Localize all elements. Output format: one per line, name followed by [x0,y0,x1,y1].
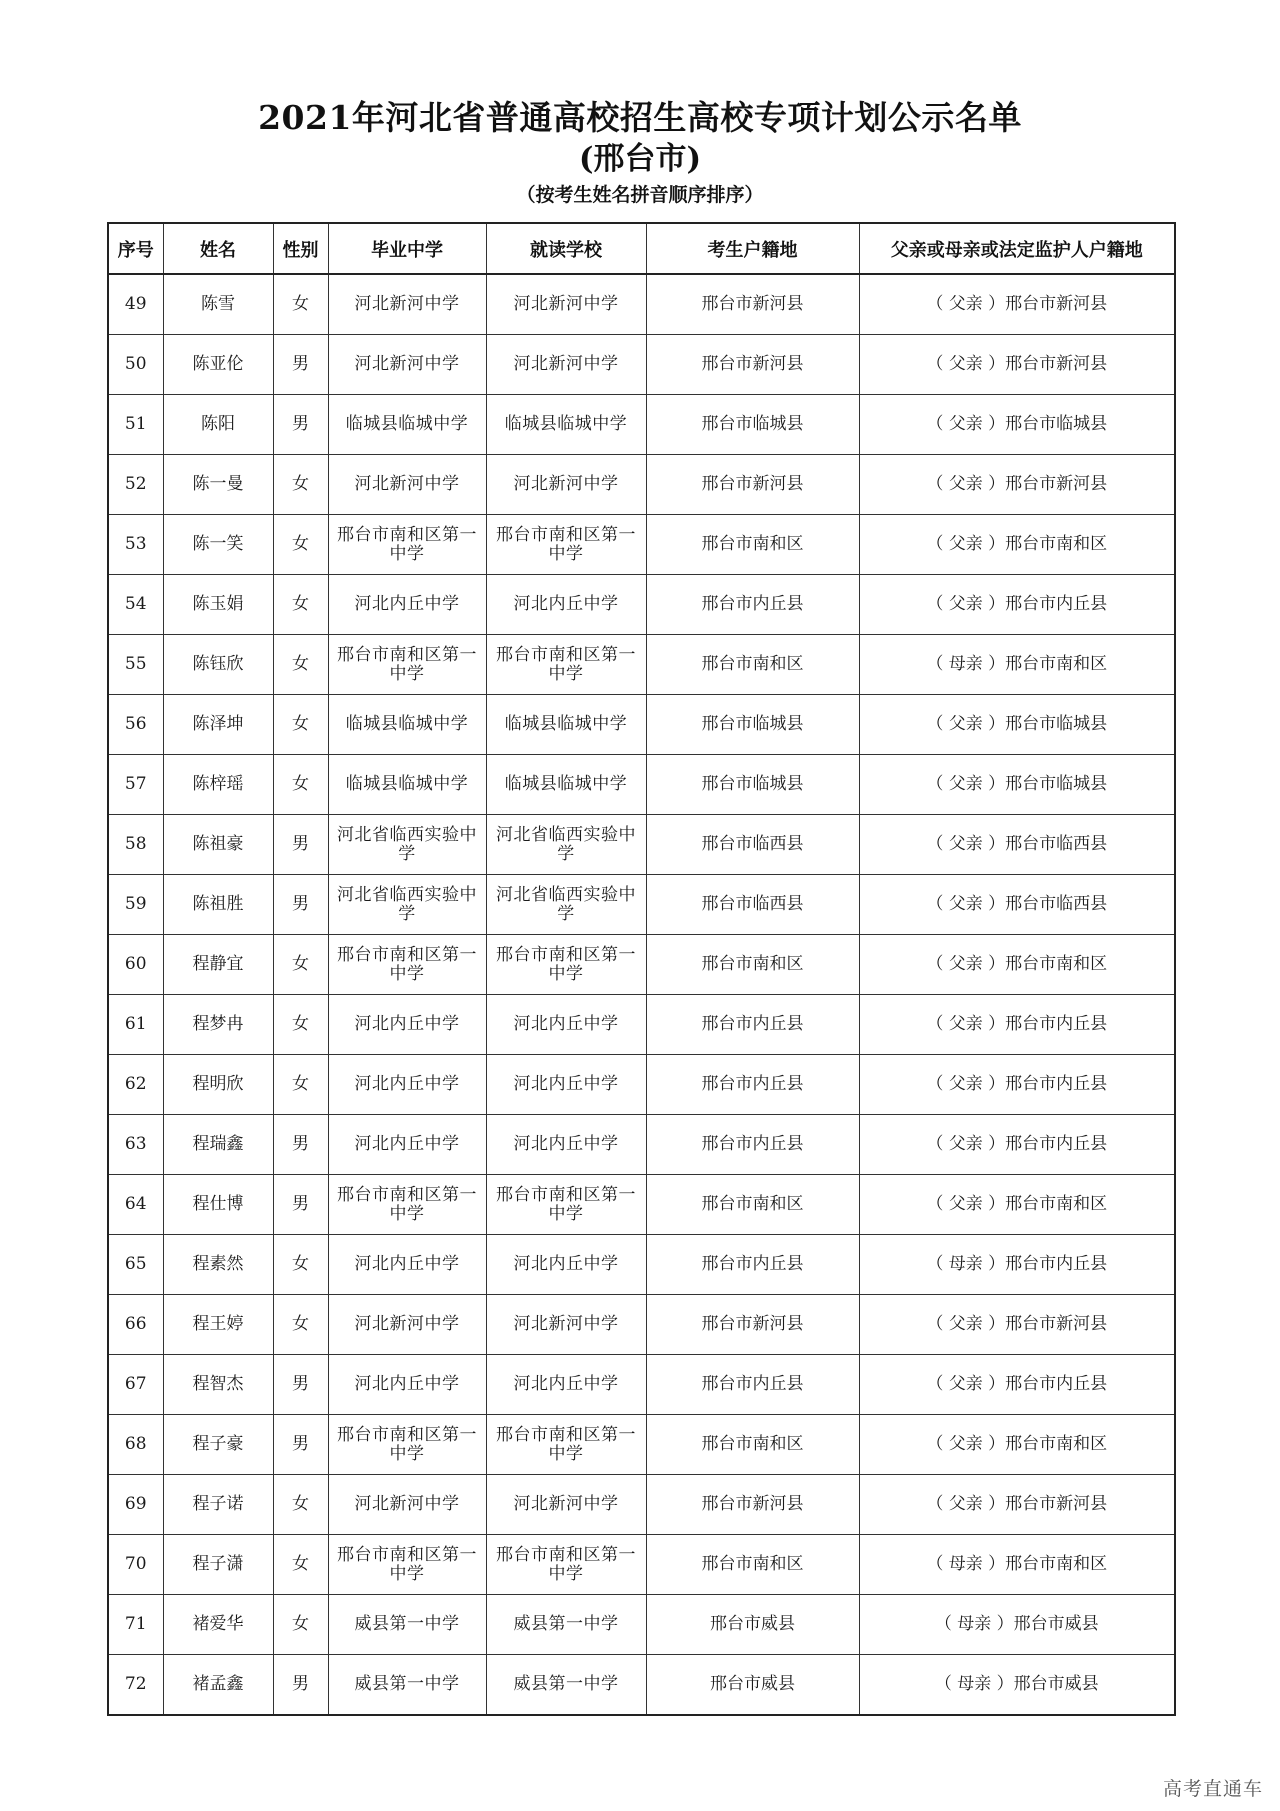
cell-graduated-school: 河北新河中学 [328,1475,486,1535]
cell-household-registration: 邢台市临城县 [646,695,859,755]
cell-household-registration: 邢台市临城县 [646,395,859,455]
header-gender: 性别 [273,223,328,274]
cell-household-registration: 邢台市内丘县 [646,995,859,1055]
cell-index: 56 [108,695,163,755]
cell-gender: 男 [273,1115,328,1175]
cell-gender: 男 [273,1355,328,1415]
cell-current-school: 河北新河中学 [486,1475,646,1535]
cell-gender: 女 [273,995,328,1055]
header-name: 姓名 [163,223,273,274]
cell-current-school: 威县第一中学 [486,1595,646,1655]
cell-graduated-school: 临城县临城中学 [328,695,486,755]
cell-index: 59 [108,875,163,935]
cell-household-registration: 邢台市南和区 [646,1175,859,1235]
cell-name: 程明欣 [163,1055,273,1115]
cell-guardian-registration: （ 父亲 ）邢台市南和区 [859,1415,1175,1475]
table-row [108,455,1175,515]
cell-name: 程瑞鑫 [163,1115,273,1175]
cell-index: 71 [108,1595,163,1655]
cell-current-school: 邢台市南和区第一中学 [486,1175,646,1235]
cell-graduated-school: 河北内丘中学 [328,1355,486,1415]
cell-name: 陈雪 [163,274,273,335]
sort-note: （按考生姓名拼音顺序排序） [516,184,764,206]
cell-name: 陈亚伦 [163,335,273,395]
table-row [108,1415,1175,1475]
cell-guardian-registration: （ 父亲 ）邢台市内丘县 [859,575,1175,635]
cell-index: 69 [108,1475,163,1535]
cell-index: 50 [108,335,163,395]
cell-guardian-registration: （ 母亲 ）邢台市威县 [859,1595,1175,1655]
cell-current-school: 河北新河中学 [486,1295,646,1355]
cell-household-registration: 邢台市威县 [646,1655,859,1716]
cell-guardian-registration: （ 父亲 ）邢台市新河县 [859,274,1175,335]
cell-guardian-registration: （ 母亲 ）邢台市威县 [859,1655,1175,1716]
cell-graduated-school: 临城县临城中学 [328,755,486,815]
cell-name: 程王婷 [163,1295,273,1355]
cell-index: 58 [108,815,163,875]
cell-guardian-registration: （ 父亲 ）邢台市内丘县 [859,1355,1175,1415]
table-row [108,1115,1175,1175]
cell-guardian-registration: （ 母亲 ）邢台市内丘县 [859,1235,1175,1295]
cell-name: 陈一曼 [163,455,273,515]
cell-guardian-registration: （ 父亲 ）邢台市临西县 [859,875,1175,935]
header-household-registration: 考生户籍地 [646,223,859,274]
cell-graduated-school: 河北新河中学 [328,274,486,335]
table-row [108,875,1175,935]
cell-gender: 女 [273,635,328,695]
cell-graduated-school: 邢台市南和区第一中学 [328,1175,486,1235]
cell-household-registration: 邢台市南和区 [646,935,859,995]
cell-graduated-school: 邢台市南和区第一中学 [328,635,486,695]
cell-index: 61 [108,995,163,1055]
cell-index: 72 [108,1655,163,1716]
cell-household-registration: 邢台市南和区 [646,635,859,695]
cell-graduated-school: 河北省临西实验中学 [328,875,486,935]
cell-current-school: 河北内丘中学 [486,1055,646,1115]
cell-name: 程子潇 [163,1535,273,1595]
cell-household-registration: 邢台市内丘县 [646,575,859,635]
table-row [108,1535,1175,1595]
table-row [108,1355,1175,1415]
cell-household-registration: 邢台市新河县 [646,1475,859,1535]
cell-graduated-school: 河北新河中学 [328,1295,486,1355]
cell-graduated-school: 河北内丘中学 [328,995,486,1055]
table-row [108,695,1175,755]
cell-index: 52 [108,455,163,515]
cell-name: 程智杰 [163,1355,273,1415]
cell-household-registration: 邢台市内丘县 [646,1355,859,1415]
cell-gender: 女 [273,515,328,575]
cell-current-school: 邢台市南和区第一中学 [486,515,646,575]
cell-guardian-registration: （ 父亲 ）邢台市新河县 [859,1295,1175,1355]
cell-name: 程静宜 [163,935,273,995]
cell-gender: 男 [273,1175,328,1235]
cell-gender: 女 [273,1295,328,1355]
cell-index: 51 [108,395,163,455]
roster-table [107,222,1176,1716]
cell-name: 程梦冉 [163,995,273,1055]
table-row [108,815,1175,875]
table-row [108,635,1175,695]
cell-guardian-registration: （ 父亲 ）邢台市内丘县 [859,995,1175,1055]
cell-current-school: 河北内丘中学 [486,1115,646,1175]
cell-gender: 男 [273,395,328,455]
table-row [108,755,1175,815]
cell-guardian-registration: （ 父亲 ）邢台市新河县 [859,1475,1175,1535]
cell-name: 程子诺 [163,1475,273,1535]
cell-graduated-school: 河北内丘中学 [328,1055,486,1115]
table-row [108,575,1175,635]
table-row [108,935,1175,995]
cell-current-school: 临城县临城中学 [486,755,646,815]
cell-gender: 女 [273,935,328,995]
cell-current-school: 河北内丘中学 [486,575,646,635]
table-body [108,274,1175,1715]
cell-index: 67 [108,1355,163,1415]
cell-current-school: 河北内丘中学 [486,1235,646,1295]
cell-name: 程仕博 [163,1175,273,1235]
cell-gender: 女 [273,274,328,335]
cell-graduated-school: 威县第一中学 [328,1595,486,1655]
table-row [108,1055,1175,1115]
cell-household-registration: 邢台市威县 [646,1595,859,1655]
cell-name: 程素然 [163,1235,273,1295]
cell-index: 70 [108,1535,163,1595]
table-row [108,1595,1175,1655]
cell-index: 64 [108,1175,163,1235]
cell-name: 陈钰欣 [163,635,273,695]
cell-gender: 女 [273,1535,328,1595]
cell-guardian-registration: （ 父亲 ）邢台市南和区 [859,515,1175,575]
cell-name: 陈一笑 [163,515,273,575]
header-current-school: 就读学校 [486,223,646,274]
cell-name: 褚爱华 [163,1595,273,1655]
table-row [108,1175,1175,1235]
cell-graduated-school: 邢台市南和区第一中学 [328,935,486,995]
region-subtitle: (邢台市) [578,141,702,177]
table-row [108,274,1175,335]
cell-current-school: 河北新河中学 [486,274,646,335]
table-header-row [108,223,1175,274]
cell-household-registration: 邢台市新河县 [646,1295,859,1355]
table-row [108,1655,1175,1716]
cell-household-registration: 邢台市临西县 [646,815,859,875]
cell-household-registration: 邢台市临西县 [646,875,859,935]
cell-index: 65 [108,1235,163,1295]
cell-household-registration: 邢台市南和区 [646,1535,859,1595]
cell-household-registration: 邢台市新河县 [646,335,859,395]
cell-guardian-registration: （ 父亲 ）邢台市临城县 [859,755,1175,815]
cell-guardian-registration: （ 父亲 ）邢台市新河县 [859,335,1175,395]
cell-name: 陈泽坤 [163,695,273,755]
cell-household-registration: 邢台市新河县 [646,455,859,515]
cell-index: 66 [108,1295,163,1355]
cell-household-registration: 邢台市临城县 [646,755,859,815]
cell-graduated-school: 邢台市南和区第一中学 [328,1415,486,1475]
cell-graduated-school: 邢台市南和区第一中学 [328,1535,486,1595]
cell-gender: 女 [273,575,328,635]
cell-guardian-registration: （ 父亲 ）邢台市新河县 [859,455,1175,515]
table-row [108,1475,1175,1535]
cell-current-school: 临城县临城中学 [486,395,646,455]
cell-gender: 男 [273,815,328,875]
table-row [108,1295,1175,1355]
cell-household-registration: 邢台市新河县 [646,274,859,335]
cell-guardian-registration: （ 父亲 ）邢台市内丘县 [859,1115,1175,1175]
cell-index: 54 [108,575,163,635]
cell-gender: 男 [273,875,328,935]
cell-household-registration: 邢台市内丘县 [646,1115,859,1175]
cell-current-school: 邢台市南和区第一中学 [486,1535,646,1595]
cell-guardian-registration: （ 父亲 ）邢台市临城县 [859,395,1175,455]
page-title: 2021年河北省普通高校招生高校专项计划公示名单 [258,98,1022,137]
cell-gender: 女 [273,455,328,515]
cell-current-school: 河北新河中学 [486,335,646,395]
cell-graduated-school: 河北内丘中学 [328,1235,486,1295]
watermark: 高考直通车 [1162,1778,1263,1800]
cell-current-school: 河北内丘中学 [486,1355,646,1415]
cell-current-school: 邢台市南和区第一中学 [486,935,646,995]
table-row [108,395,1175,455]
cell-index: 57 [108,755,163,815]
cell-graduated-school: 河北内丘中学 [328,575,486,635]
cell-guardian-registration: （ 父亲 ）邢台市南和区 [859,935,1175,995]
cell-current-school: 河北内丘中学 [486,995,646,1055]
cell-name: 陈玉娟 [163,575,273,635]
cell-name: 陈祖豪 [163,815,273,875]
cell-guardian-registration: （ 父亲 ）邢台市临城县 [859,695,1175,755]
cell-household-registration: 邢台市南和区 [646,1415,859,1475]
cell-name: 陈祖胜 [163,875,273,935]
cell-index: 68 [108,1415,163,1475]
cell-current-school: 威县第一中学 [486,1655,646,1716]
cell-graduated-school: 河北内丘中学 [328,1115,486,1175]
cell-current-school: 临城县临城中学 [486,695,646,755]
cell-gender: 女 [273,1595,328,1655]
cell-gender: 女 [273,755,328,815]
cell-index: 63 [108,1115,163,1175]
cell-index: 60 [108,935,163,995]
cell-household-registration: 邢台市内丘县 [646,1055,859,1115]
header-graduated-school: 毕业中学 [328,223,486,274]
cell-index: 62 [108,1055,163,1115]
cell-guardian-registration: （ 母亲 ）邢台市南和区 [859,1535,1175,1595]
cell-gender: 女 [273,1055,328,1115]
cell-name: 程子豪 [163,1415,273,1475]
table-row [108,335,1175,395]
cell-graduated-school: 临城县临城中学 [328,395,486,455]
cell-current-school: 邢台市南和区第一中学 [486,635,646,695]
cell-gender: 女 [273,1475,328,1535]
header-index: 序号 [108,223,163,274]
cell-index: 53 [108,515,163,575]
cell-current-school: 邢台市南和区第一中学 [486,1415,646,1475]
cell-index: 55 [108,635,163,695]
cell-graduated-school: 威县第一中学 [328,1655,486,1716]
cell-gender: 女 [273,1235,328,1295]
cell-gender: 女 [273,695,328,755]
table-row [108,1235,1175,1295]
cell-guardian-registration: （ 父亲 ）邢台市内丘县 [859,1055,1175,1115]
cell-household-registration: 邢台市内丘县 [646,1235,859,1295]
cell-name: 褚孟鑫 [163,1655,273,1716]
cell-current-school: 河北新河中学 [486,455,646,515]
cell-gender: 男 [273,1655,328,1716]
cell-current-school: 河北省临西实验中学 [486,815,646,875]
table-row [108,995,1175,1055]
cell-gender: 男 [273,335,328,395]
cell-graduated-school: 邢台市南和区第一中学 [328,515,486,575]
cell-graduated-school: 河北省临西实验中学 [328,815,486,875]
cell-gender: 男 [273,1415,328,1475]
cell-name: 陈梓瑶 [163,755,273,815]
cell-household-registration: 邢台市南和区 [646,515,859,575]
header-guardian-registration: 父亲或母亲或法定监护人户籍地 [859,223,1175,274]
cell-current-school: 河北省临西实验中学 [486,875,646,935]
cell-name: 陈阳 [163,395,273,455]
cell-index: 49 [108,274,163,335]
cell-guardian-registration: （ 父亲 ）邢台市临西县 [859,815,1175,875]
cell-graduated-school: 河北新河中学 [328,335,486,395]
cell-guardian-registration: （ 母亲 ）邢台市南和区 [859,635,1175,695]
table-row [108,515,1175,575]
cell-graduated-school: 河北新河中学 [328,455,486,515]
cell-guardian-registration: （ 父亲 ）邢台市南和区 [859,1175,1175,1235]
